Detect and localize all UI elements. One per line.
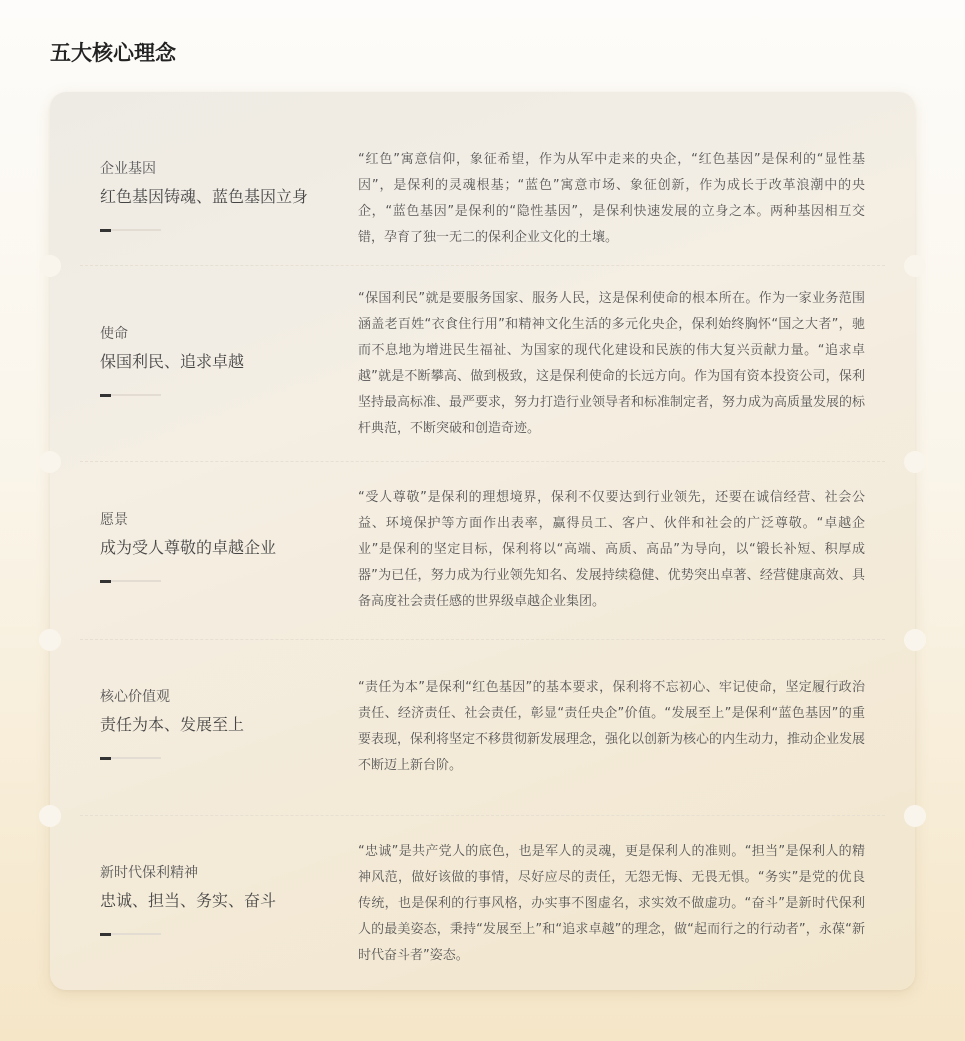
concept-description: “红色”寓意信仰，象征希望，作为从军中走来的央企，“红色基因”是保利的“显性基因”，是保利的灵魂根基；“蓝色”寓意市场、象征创新，作为成长于改革浪潮中的央企，“蓝色基因”是保利的“隐性基因”，是保利快速发展的立身之本。两种基因相互交错，孕育了独一无二的保利企业文化的土壤。 bbox=[358, 152, 865, 245]
concept-title: 红色基因铸魂、蓝色基因立身 bbox=[100, 187, 309, 206]
concept-label: 新时代保利精神 bbox=[100, 865, 198, 881]
ticket-notch-left bbox=[39, 255, 61, 277]
concept-heading bbox=[100, 159, 330, 231]
accent-line bbox=[100, 933, 161, 935]
accent-line bbox=[100, 394, 161, 396]
dashed-divider bbox=[80, 461, 885, 462]
ticket-notch-right bbox=[904, 805, 926, 827]
concept-label: 愿景 bbox=[100, 512, 128, 528]
concept-description: “受人尊敬”是保利的理想境界，保利不仅要达到行业领先，还要在诚信经营、社会公益、环境保护等方面作出表率，赢得员工、客户、伙伴和社会的广泛尊敬。“卓越企业”是保利的坚定目标，保利将以“高端、高质、高品”为导向，以“锻长补短、积厚成器”为已任，努力成为行业领先知名、发展持续稳健、优势突出卓著、经营健康高效、具备高度社会责任感的世界级卓越企业集团。 bbox=[358, 490, 865, 609]
concept-heading bbox=[100, 863, 330, 935]
concept-description: “责任为本”是保利“红色基因”的基本要求，保利将不忘初心、牢记使命，坚定履行政治责任、经济责任、社会责任，彰显“责任央企”价值。“发展至上”是保利“蓝色基因”的重要表现，保利将坚定不移贯彻新发展理念，强化以创新为核心的内生动力，推动企业发展不断迈上新台阶。 bbox=[358, 680, 866, 773]
concept-title: 成为受人尊敬的卓越企业 bbox=[100, 538, 277, 557]
dashed-divider bbox=[80, 265, 885, 266]
ticket-notch-left bbox=[39, 451, 61, 473]
concept-heading bbox=[100, 324, 330, 396]
dashed-divider bbox=[80, 815, 885, 816]
ticket-notch-left bbox=[39, 805, 61, 827]
concept-heading bbox=[100, 510, 330, 582]
dashed-divider bbox=[80, 639, 885, 640]
concept-label: 核心价值观 bbox=[100, 689, 170, 705]
concept-title: 保国利民、追求卓越 bbox=[100, 352, 245, 371]
accent-line bbox=[100, 757, 161, 759]
accent-line bbox=[100, 229, 161, 231]
concept-title: 责任为本、发展至上 bbox=[100, 715, 245, 734]
ticket-notch-right bbox=[904, 629, 926, 651]
concept-heading bbox=[100, 687, 330, 759]
accent-line bbox=[100, 580, 161, 582]
concept-description: “忠诚”是共产党人的底色，也是军人的灵魂，更是保利人的准则。“担当”是保利人的精神风范，做好该做的事情，尽好应尽的责任，无怨无悔、无畏无惧。“务实”是党的优良传统，也是保利的行事风格，办实事不图虚名，求实效不做虚功。“奋斗”是新时代保利人的最美姿态，秉持“发展至上”和“追求卓越”的理念，做“起而行之的行动者”，永葆“新时代奋斗者”姿态。 bbox=[358, 844, 865, 963]
core-concepts-card bbox=[50, 92, 915, 990]
concept-label: 使命 bbox=[100, 326, 128, 342]
ticket-notch-right bbox=[904, 451, 926, 473]
page-title: 五大核心理念 bbox=[50, 41, 176, 65]
concept-title: 忠诚、担当、务实、奋斗 bbox=[100, 891, 277, 910]
ticket-notch-left bbox=[39, 629, 61, 651]
concept-description: “保国利民”就是要服务国家、服务人民，这是保利使命的根本所在。作为一家业务范围涵盖老百姓“衣食住行用”和精神文化生活的多元化央企，保利始终胸怀“国之大者”，驰而不息地为增进民生福祉、为国家的现代化建设和民族的伟大复兴贡献力量。“追求卓越”就是不断攀高、做到极致，这是保利使命的长远方向。作为国有资本投资公司，保利坚持最高标准、最严要求，努力打造行业领导者和标准制定者，努力成为高质量发展的标杆典范，不断突破和创造奇迹。 bbox=[358, 291, 866, 436]
ticket-notch-right bbox=[904, 255, 926, 277]
concept-label: 企业基因 bbox=[100, 161, 156, 177]
